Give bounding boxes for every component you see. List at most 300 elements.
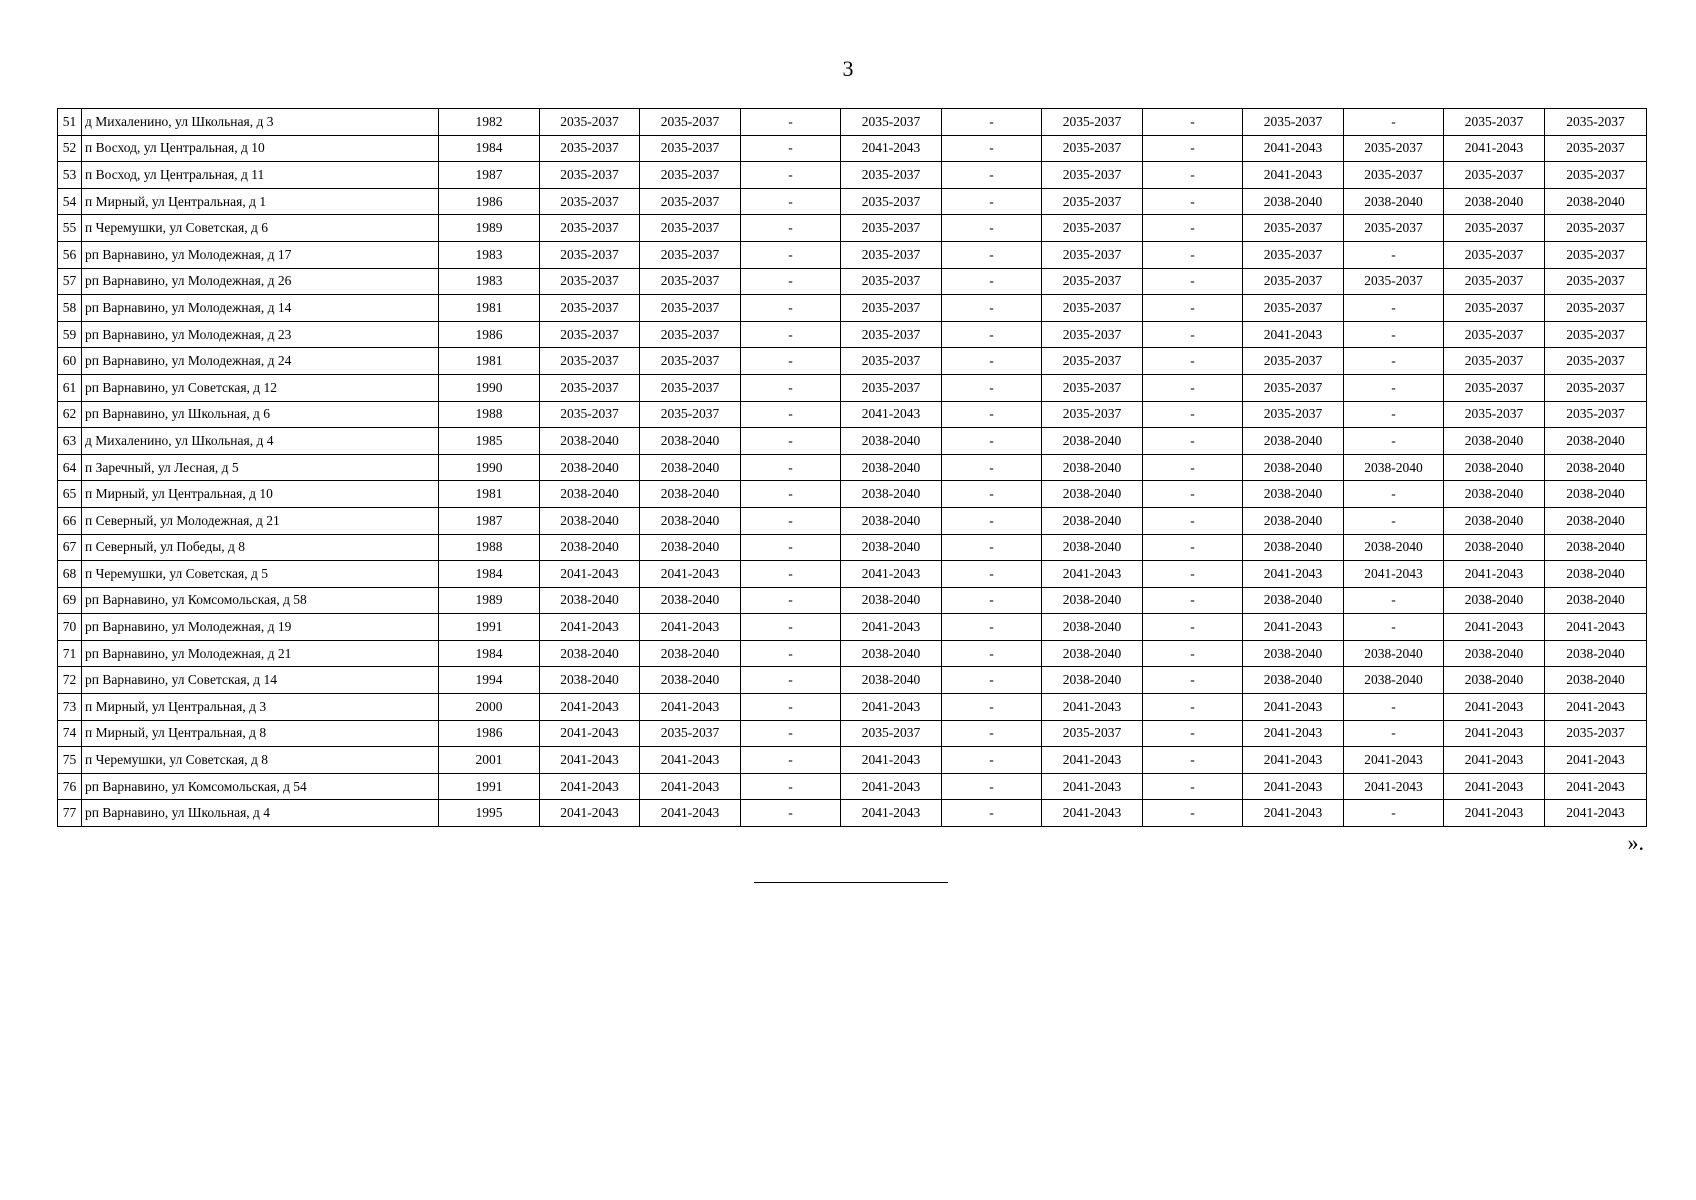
cell-period-11: 2035-2037 bbox=[1545, 241, 1647, 268]
cell-period-9: - bbox=[1344, 720, 1444, 747]
cell-period-5: - bbox=[942, 348, 1042, 375]
cell-period-3: - bbox=[741, 268, 841, 295]
cell-period-6: 2035-2037 bbox=[1042, 720, 1143, 747]
cell-period-11: 2038-2040 bbox=[1545, 534, 1647, 561]
cell-period-1: 2041-2043 bbox=[540, 561, 640, 588]
cell-period-7: - bbox=[1143, 162, 1243, 189]
cell-period-8: 2041-2043 bbox=[1243, 162, 1344, 189]
cell-build-year: 1984 bbox=[439, 561, 540, 588]
cell-period-2: 2035-2037 bbox=[640, 109, 741, 136]
cell-period-6: 2035-2037 bbox=[1042, 241, 1143, 268]
cell-period-4: 2041-2043 bbox=[841, 614, 942, 641]
cell-period-9: - bbox=[1344, 694, 1444, 721]
cell-period-10: 2041-2043 bbox=[1444, 561, 1545, 588]
cell-row-number: 61 bbox=[58, 374, 82, 401]
cell-build-year: 1982 bbox=[439, 109, 540, 136]
cell-period-6: 2035-2037 bbox=[1042, 109, 1143, 136]
cell-period-2: 2035-2037 bbox=[640, 241, 741, 268]
cell-period-11: 2038-2040 bbox=[1545, 640, 1647, 667]
cell-period-1: 2038-2040 bbox=[540, 534, 640, 561]
cell-period-6: 2035-2037 bbox=[1042, 162, 1143, 189]
cell-period-9: - bbox=[1344, 241, 1444, 268]
cell-period-4: 2038-2040 bbox=[841, 587, 942, 614]
cell-period-1: 2038-2040 bbox=[540, 640, 640, 667]
cell-period-5: - bbox=[942, 241, 1042, 268]
cell-period-3: - bbox=[741, 507, 841, 534]
cell-period-7: - bbox=[1143, 135, 1243, 162]
table-row bbox=[58, 667, 1647, 694]
cell-period-1: 2035-2037 bbox=[540, 241, 640, 268]
cell-period-1: 2041-2043 bbox=[540, 720, 640, 747]
cell-period-11: 2041-2043 bbox=[1545, 694, 1647, 721]
cell-period-3: - bbox=[741, 773, 841, 800]
cell-period-8: 2041-2043 bbox=[1243, 321, 1344, 348]
closing-quote-mark: ». bbox=[1627, 830, 1644, 855]
cell-row-number: 55 bbox=[58, 215, 82, 242]
cell-period-7: - bbox=[1143, 428, 1243, 455]
cell-period-3: - bbox=[741, 694, 841, 721]
cell-period-10: 2041-2043 bbox=[1444, 614, 1545, 641]
table-row bbox=[58, 640, 1647, 667]
cell-row-number: 74 bbox=[58, 720, 82, 747]
cell-period-9: 2038-2040 bbox=[1344, 534, 1444, 561]
cell-build-year: 2001 bbox=[439, 747, 540, 774]
cell-period-1: 2035-2037 bbox=[540, 109, 640, 136]
cell-row-number: 72 bbox=[58, 667, 82, 694]
cell-period-10: 2035-2037 bbox=[1444, 348, 1545, 375]
cell-period-7: - bbox=[1143, 401, 1243, 428]
cell-address: рп Варнавино, ул Школьная, д 6 bbox=[82, 401, 439, 428]
cell-period-9: - bbox=[1344, 481, 1444, 508]
cell-period-8: 2038-2040 bbox=[1243, 587, 1344, 614]
cell-row-number: 54 bbox=[58, 188, 82, 215]
cell-address: рп Варнавино, ул Молодежная, д 24 bbox=[82, 348, 439, 375]
cell-period-5: - bbox=[942, 534, 1042, 561]
cell-period-3: - bbox=[741, 561, 841, 588]
cell-period-6: 2038-2040 bbox=[1042, 534, 1143, 561]
cell-build-year: 1987 bbox=[439, 162, 540, 189]
cell-period-10: 2038-2040 bbox=[1444, 587, 1545, 614]
cell-period-1: 2038-2040 bbox=[540, 454, 640, 481]
cell-address: д Михаленино, ул Школьная, д 3 bbox=[82, 109, 439, 136]
cell-address: п Заречный, ул Лесная, д 5 bbox=[82, 454, 439, 481]
cell-period-3: - bbox=[741, 747, 841, 774]
cell-period-7: - bbox=[1143, 321, 1243, 348]
cell-period-6: 2038-2040 bbox=[1042, 454, 1143, 481]
cell-period-10: 2035-2037 bbox=[1444, 162, 1545, 189]
cell-period-4: 2038-2040 bbox=[841, 507, 942, 534]
cell-period-2: 2035-2037 bbox=[640, 162, 741, 189]
cell-address: п Мирный, ул Центральная, д 3 bbox=[82, 694, 439, 721]
cell-period-3: - bbox=[741, 614, 841, 641]
cell-period-11: 2035-2037 bbox=[1545, 401, 1647, 428]
cell-period-7: - bbox=[1143, 215, 1243, 242]
cell-period-6: 2035-2037 bbox=[1042, 348, 1143, 375]
cell-period-7: - bbox=[1143, 268, 1243, 295]
cell-row-number: 69 bbox=[58, 587, 82, 614]
cell-period-7: - bbox=[1143, 667, 1243, 694]
cell-address: рп Варнавино, ул Советская, д 12 bbox=[82, 374, 439, 401]
cell-period-4: 2041-2043 bbox=[841, 135, 942, 162]
table-row bbox=[58, 215, 1647, 242]
cell-period-9: - bbox=[1344, 800, 1444, 827]
cell-build-year: 1989 bbox=[439, 587, 540, 614]
cell-period-10: 2041-2043 bbox=[1444, 694, 1545, 721]
cell-period-8: 2038-2040 bbox=[1243, 640, 1344, 667]
cell-period-2: 2035-2037 bbox=[640, 188, 741, 215]
cell-period-3: - bbox=[741, 215, 841, 242]
cell-period-6: 2035-2037 bbox=[1042, 401, 1143, 428]
cell-period-7: - bbox=[1143, 773, 1243, 800]
cell-period-8: 2038-2040 bbox=[1243, 534, 1344, 561]
cell-build-year: 1989 bbox=[439, 215, 540, 242]
cell-period-2: 2041-2043 bbox=[640, 694, 741, 721]
cell-period-1: 2041-2043 bbox=[540, 694, 640, 721]
cell-period-4: 2038-2040 bbox=[841, 481, 942, 508]
table-row bbox=[58, 747, 1647, 774]
cell-period-5: - bbox=[942, 188, 1042, 215]
cell-period-6: 2035-2037 bbox=[1042, 321, 1143, 348]
cell-period-10: 2038-2040 bbox=[1444, 188, 1545, 215]
cell-period-5: - bbox=[942, 773, 1042, 800]
cell-build-year: 1983 bbox=[439, 268, 540, 295]
table-row bbox=[58, 348, 1647, 375]
cell-period-4: 2035-2037 bbox=[841, 720, 942, 747]
cell-period-10: 2035-2037 bbox=[1444, 295, 1545, 322]
cell-period-9: 2035-2037 bbox=[1344, 268, 1444, 295]
cell-period-3: - bbox=[741, 454, 841, 481]
cell-period-3: - bbox=[741, 188, 841, 215]
cell-period-6: 2041-2043 bbox=[1042, 773, 1143, 800]
cell-row-number: 56 bbox=[58, 241, 82, 268]
cell-period-10: 2041-2043 bbox=[1444, 747, 1545, 774]
cell-period-1: 2035-2037 bbox=[540, 374, 640, 401]
cell-address: п Черемушки, ул Советская, д 8 bbox=[82, 747, 439, 774]
cell-period-6: 2035-2037 bbox=[1042, 215, 1143, 242]
cell-period-9: 2041-2043 bbox=[1344, 561, 1444, 588]
cell-build-year: 2000 bbox=[439, 694, 540, 721]
cell-period-6: 2041-2043 bbox=[1042, 561, 1143, 588]
table-row bbox=[58, 587, 1647, 614]
cell-period-9: 2041-2043 bbox=[1344, 747, 1444, 774]
cell-build-year: 1984 bbox=[439, 640, 540, 667]
cell-period-9: - bbox=[1344, 109, 1444, 136]
cell-period-5: - bbox=[942, 694, 1042, 721]
table-row bbox=[58, 295, 1647, 322]
cell-period-7: - bbox=[1143, 481, 1243, 508]
cell-period-2: 2038-2040 bbox=[640, 640, 741, 667]
page-number: 3 bbox=[842, 56, 854, 81]
cell-period-1: 2041-2043 bbox=[540, 800, 640, 827]
cell-period-1: 2041-2043 bbox=[540, 747, 640, 774]
cell-address: рп Варнавино, ул Комсомольская, д 58 bbox=[82, 587, 439, 614]
cell-period-3: - bbox=[741, 667, 841, 694]
cell-period-9: - bbox=[1344, 614, 1444, 641]
cell-period-4: 2041-2043 bbox=[841, 747, 942, 774]
cell-address: рп Варнавино, ул Молодежная, д 26 bbox=[82, 268, 439, 295]
cell-period-8: 2041-2043 bbox=[1243, 135, 1344, 162]
table-row bbox=[58, 507, 1647, 534]
cell-address: рп Варнавино, ул Молодежная, д 19 bbox=[82, 614, 439, 641]
cell-build-year: 1991 bbox=[439, 614, 540, 641]
cell-address: рп Варнавино, ул Школьная, д 4 bbox=[82, 800, 439, 827]
cell-period-2: 2038-2040 bbox=[640, 507, 741, 534]
cell-period-1: 2041-2043 bbox=[540, 614, 640, 641]
cell-period-6: 2038-2040 bbox=[1042, 428, 1143, 455]
cell-build-year: 1988 bbox=[439, 401, 540, 428]
cell-row-number: 62 bbox=[58, 401, 82, 428]
table-row bbox=[58, 188, 1647, 215]
cell-address: рп Варнавино, ул Молодежная, д 17 bbox=[82, 241, 439, 268]
cell-period-8: 2041-2043 bbox=[1243, 694, 1344, 721]
cell-period-4: 2035-2037 bbox=[841, 241, 942, 268]
cell-row-number: 70 bbox=[58, 614, 82, 641]
cell-period-2: 2035-2037 bbox=[640, 135, 741, 162]
cell-period-4: 2038-2040 bbox=[841, 428, 942, 455]
cell-period-6: 2041-2043 bbox=[1042, 800, 1143, 827]
cell-period-10: 2041-2043 bbox=[1444, 800, 1545, 827]
table-row bbox=[58, 694, 1647, 721]
cell-period-7: - bbox=[1143, 534, 1243, 561]
cell-period-10: 2038-2040 bbox=[1444, 640, 1545, 667]
cell-build-year: 1986 bbox=[439, 720, 540, 747]
cell-row-number: 52 bbox=[58, 135, 82, 162]
cell-period-3: - bbox=[741, 135, 841, 162]
cell-period-6: 2038-2040 bbox=[1042, 481, 1143, 508]
cell-period-10: 2038-2040 bbox=[1444, 667, 1545, 694]
cell-period-1: 2035-2037 bbox=[540, 268, 640, 295]
cell-period-8: 2041-2043 bbox=[1243, 561, 1344, 588]
cell-period-1: 2038-2040 bbox=[540, 667, 640, 694]
cell-period-10: 2038-2040 bbox=[1444, 454, 1545, 481]
cell-period-3: - bbox=[741, 640, 841, 667]
cell-period-9: - bbox=[1344, 295, 1444, 322]
table-row bbox=[58, 534, 1647, 561]
cell-period-9: 2035-2037 bbox=[1344, 162, 1444, 189]
cell-period-5: - bbox=[942, 507, 1042, 534]
cell-period-10: 2035-2037 bbox=[1444, 215, 1545, 242]
table-row bbox=[58, 109, 1647, 136]
cell-row-number: 60 bbox=[58, 348, 82, 375]
cell-period-4: 2041-2043 bbox=[841, 401, 942, 428]
cell-period-7: - bbox=[1143, 800, 1243, 827]
cell-period-6: 2038-2040 bbox=[1042, 667, 1143, 694]
cell-period-7: - bbox=[1143, 720, 1243, 747]
cell-period-11: 2035-2037 bbox=[1545, 135, 1647, 162]
cell-period-3: - bbox=[741, 534, 841, 561]
cell-period-9: 2038-2040 bbox=[1344, 188, 1444, 215]
cell-period-6: 2035-2037 bbox=[1042, 188, 1143, 215]
cell-address: п Черемушки, ул Советская, д 5 bbox=[82, 561, 439, 588]
table-row bbox=[58, 428, 1647, 455]
cell-period-5: - bbox=[942, 481, 1042, 508]
cell-period-5: - bbox=[942, 401, 1042, 428]
cell-period-10: 2041-2043 bbox=[1444, 135, 1545, 162]
cell-period-2: 2035-2037 bbox=[640, 215, 741, 242]
cell-period-8: 2035-2037 bbox=[1243, 241, 1344, 268]
cell-period-3: - bbox=[741, 162, 841, 189]
cell-period-10: 2041-2043 bbox=[1444, 773, 1545, 800]
cell-row-number: 68 bbox=[58, 561, 82, 588]
table-row bbox=[58, 481, 1647, 508]
table-row bbox=[58, 720, 1647, 747]
cell-period-11: 2035-2037 bbox=[1545, 295, 1647, 322]
cell-period-1: 2035-2037 bbox=[540, 401, 640, 428]
cell-period-5: - bbox=[942, 374, 1042, 401]
cell-address: п Северный, ул Победы, д 8 bbox=[82, 534, 439, 561]
cell-period-4: 2035-2037 bbox=[841, 215, 942, 242]
cell-period-6: 2038-2040 bbox=[1042, 507, 1143, 534]
cell-period-6: 2035-2037 bbox=[1042, 135, 1143, 162]
cell-period-11: 2038-2040 bbox=[1545, 507, 1647, 534]
cell-period-4: 2035-2037 bbox=[841, 348, 942, 375]
cell-period-10: 2041-2043 bbox=[1444, 720, 1545, 747]
table-row bbox=[58, 162, 1647, 189]
cell-period-9: 2041-2043 bbox=[1344, 773, 1444, 800]
cell-period-9: - bbox=[1344, 348, 1444, 375]
cell-period-3: - bbox=[741, 348, 841, 375]
cell-period-2: 2038-2040 bbox=[640, 587, 741, 614]
cell-address: п Восход, ул Центральная, д 11 bbox=[82, 162, 439, 189]
cell-period-1: 2038-2040 bbox=[540, 507, 640, 534]
cell-row-number: 75 bbox=[58, 747, 82, 774]
table-row bbox=[58, 401, 1647, 428]
cell-period-4: 2038-2040 bbox=[841, 454, 942, 481]
cell-period-9: 2038-2040 bbox=[1344, 667, 1444, 694]
repair-schedule-table bbox=[57, 108, 1647, 827]
cell-period-2: 2035-2037 bbox=[640, 295, 741, 322]
cell-period-10: 2035-2037 bbox=[1444, 321, 1545, 348]
cell-address: п Мирный, ул Центральная, д 10 bbox=[82, 481, 439, 508]
cell-period-8: 2035-2037 bbox=[1243, 109, 1344, 136]
cell-period-11: 2035-2037 bbox=[1545, 109, 1647, 136]
cell-period-4: 2035-2037 bbox=[841, 188, 942, 215]
cell-period-2: 2035-2037 bbox=[640, 321, 741, 348]
cell-period-7: - bbox=[1143, 587, 1243, 614]
cell-period-10: 2035-2037 bbox=[1444, 268, 1545, 295]
cell-address: рп Варнавино, ул Молодежная, д 23 bbox=[82, 321, 439, 348]
cell-address: п Северный, ул Молодежная, д 21 bbox=[82, 507, 439, 534]
cell-build-year: 1990 bbox=[439, 454, 540, 481]
cell-build-year: 1981 bbox=[439, 481, 540, 508]
cell-period-11: 2041-2043 bbox=[1545, 614, 1647, 641]
cell-period-9: 2035-2037 bbox=[1344, 215, 1444, 242]
cell-row-number: 57 bbox=[58, 268, 82, 295]
cell-address: рп Варнавино, ул Молодежная, д 21 bbox=[82, 640, 439, 667]
table-row bbox=[58, 374, 1647, 401]
cell-row-number: 63 bbox=[58, 428, 82, 455]
cell-build-year: 1986 bbox=[439, 188, 540, 215]
cell-period-8: 2038-2040 bbox=[1243, 507, 1344, 534]
cell-period-6: 2038-2040 bbox=[1042, 587, 1143, 614]
cell-period-10: 2035-2037 bbox=[1444, 109, 1545, 136]
cell-period-2: 2038-2040 bbox=[640, 428, 741, 455]
cell-build-year: 1988 bbox=[439, 534, 540, 561]
cell-period-4: 2038-2040 bbox=[841, 640, 942, 667]
cell-period-5: - bbox=[942, 109, 1042, 136]
cell-period-5: - bbox=[942, 454, 1042, 481]
cell-period-9: 2035-2037 bbox=[1344, 135, 1444, 162]
cell-period-4: 2038-2040 bbox=[841, 534, 942, 561]
cell-period-7: - bbox=[1143, 507, 1243, 534]
cell-build-year: 1984 bbox=[439, 135, 540, 162]
cell-period-4: 2041-2043 bbox=[841, 800, 942, 827]
cell-build-year: 1994 bbox=[439, 667, 540, 694]
cell-build-year: 1985 bbox=[439, 428, 540, 455]
cell-period-3: - bbox=[741, 109, 841, 136]
cell-build-year: 1981 bbox=[439, 348, 540, 375]
cell-period-3: - bbox=[741, 321, 841, 348]
cell-period-5: - bbox=[942, 162, 1042, 189]
cell-period-5: - bbox=[942, 667, 1042, 694]
cell-period-11: 2035-2037 bbox=[1545, 348, 1647, 375]
cell-period-3: - bbox=[741, 800, 841, 827]
cell-period-1: 2035-2037 bbox=[540, 348, 640, 375]
cell-period-3: - bbox=[741, 374, 841, 401]
cell-period-6: 2035-2037 bbox=[1042, 374, 1143, 401]
cell-address: рп Варнавино, ул Комсомольская, д 54 bbox=[82, 773, 439, 800]
cell-period-3: - bbox=[741, 241, 841, 268]
cell-period-9: - bbox=[1344, 587, 1444, 614]
cell-period-2: 2041-2043 bbox=[640, 561, 741, 588]
cell-period-4: 2038-2040 bbox=[841, 667, 942, 694]
cell-period-7: - bbox=[1143, 241, 1243, 268]
cell-period-10: 2035-2037 bbox=[1444, 374, 1545, 401]
cell-period-4: 2035-2037 bbox=[841, 109, 942, 136]
cell-period-9: - bbox=[1344, 401, 1444, 428]
cell-row-number: 59 bbox=[58, 321, 82, 348]
cell-period-5: - bbox=[942, 428, 1042, 455]
cell-period-11: 2041-2043 bbox=[1545, 773, 1647, 800]
cell-period-5: - bbox=[942, 135, 1042, 162]
cell-build-year: 1991 bbox=[439, 773, 540, 800]
cell-row-number: 51 bbox=[58, 109, 82, 136]
cell-build-year: 1986 bbox=[439, 321, 540, 348]
cell-period-2: 2041-2043 bbox=[640, 773, 741, 800]
cell-period-4: 2035-2037 bbox=[841, 321, 942, 348]
cell-period-1: 2035-2037 bbox=[540, 188, 640, 215]
cell-period-4: 2041-2043 bbox=[841, 773, 942, 800]
cell-period-10: 2038-2040 bbox=[1444, 507, 1545, 534]
table-body bbox=[58, 109, 1647, 827]
cell-period-5: - bbox=[942, 561, 1042, 588]
cell-address: д Михаленино, ул Школьная, д 4 bbox=[82, 428, 439, 455]
table-row bbox=[58, 454, 1647, 481]
cell-period-1: 2041-2043 bbox=[540, 773, 640, 800]
cell-period-2: 2041-2043 bbox=[640, 800, 741, 827]
cell-period-6: 2035-2037 bbox=[1042, 295, 1143, 322]
cell-period-7: - bbox=[1143, 374, 1243, 401]
cell-period-4: 2035-2037 bbox=[841, 374, 942, 401]
cell-period-8: 2035-2037 bbox=[1243, 348, 1344, 375]
cell-period-3: - bbox=[741, 587, 841, 614]
cell-period-11: 2038-2040 bbox=[1545, 481, 1647, 508]
cell-period-5: - bbox=[942, 720, 1042, 747]
cell-period-8: 2038-2040 bbox=[1243, 428, 1344, 455]
cell-period-5: - bbox=[942, 640, 1042, 667]
cell-period-11: 2038-2040 bbox=[1545, 667, 1647, 694]
cell-period-1: 2035-2037 bbox=[540, 295, 640, 322]
cell-period-8: 2041-2043 bbox=[1243, 773, 1344, 800]
cell-period-4: 2035-2037 bbox=[841, 162, 942, 189]
cell-row-number: 73 bbox=[58, 694, 82, 721]
cell-period-5: - bbox=[942, 295, 1042, 322]
cell-period-4: 2035-2037 bbox=[841, 295, 942, 322]
cell-period-9: 2038-2040 bbox=[1344, 640, 1444, 667]
cell-period-2: 2035-2037 bbox=[640, 720, 741, 747]
cell-period-7: - bbox=[1143, 188, 1243, 215]
cell-period-8: 2038-2040 bbox=[1243, 667, 1344, 694]
